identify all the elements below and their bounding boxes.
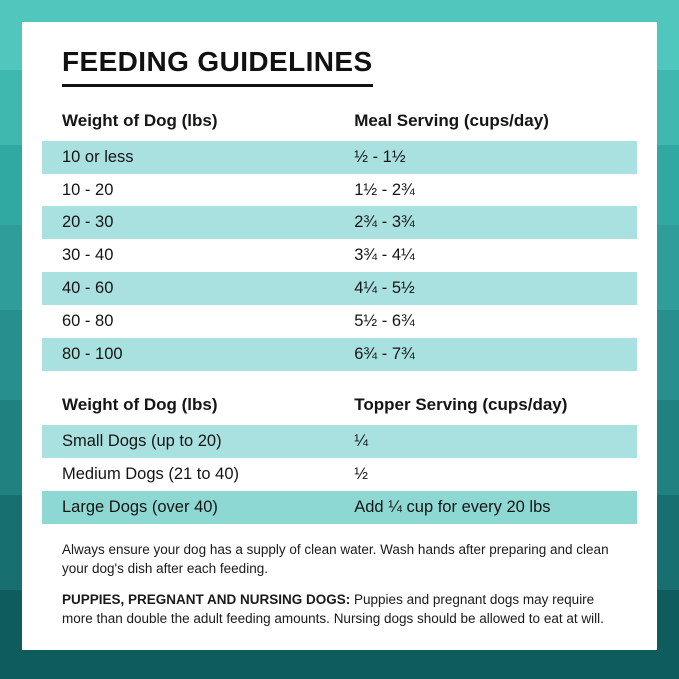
topper-weight-3: Large Dogs (over 40): [62, 497, 218, 516]
puppies-note-text: Puppies and pregnant dogs may require more than double the adult feeding amounts. Nursing dogs should be allowed to eat at will.: [62, 592, 604, 627]
table-header-row: [42, 101, 637, 141]
meal-weight-1: 10 or less: [62, 147, 134, 166]
table-row: [42, 141, 637, 174]
topper-header-serving: Topper Serving (cups/day): [354, 395, 568, 415]
meal-weight-2: 10 - 20: [62, 180, 114, 199]
puppies-note: [62, 590, 617, 628]
meal-serving-7: 6¾ - 7¾: [354, 345, 415, 364]
table-row: [42, 458, 637, 491]
meal-serving-4: 3¾ - 4¼: [354, 246, 415, 265]
table-row: [42, 425, 637, 458]
puppies-note-label: PUPPIES, PREGNANT AND NURSING DOGS:: [62, 592, 351, 608]
meal-serving-6: 5½ - 6¾: [354, 312, 415, 331]
topper-weight-1: Small Dogs (up to 20): [62, 431, 222, 450]
notes-section: [62, 540, 617, 629]
meal-serving-3: 2¾ - 3¾: [354, 213, 415, 232]
meal-weight-7: 80 - 100: [62, 345, 123, 364]
meal-serving-5: 4¼ - 5½: [354, 279, 415, 298]
meal-weight-6: 60 - 80: [62, 312, 114, 331]
meal-header-serving: Meal Serving (cups/day): [354, 111, 549, 130]
meal-weight-5: 40 - 60: [62, 279, 114, 298]
topper-serving-2: ½: [354, 464, 369, 483]
content-card: [22, 22, 657, 650]
table-row: [42, 174, 637, 207]
meal-header-weight: Weight of Dog (lbs): [62, 111, 218, 130]
table-row: [42, 305, 637, 338]
table-row: [42, 206, 637, 239]
table-row: [42, 239, 637, 272]
table-spacer: [42, 371, 637, 385]
meal-weight-3: 20 - 30: [62, 213, 114, 232]
topper-serving-1: ¼: [354, 431, 369, 450]
meal-weight-4: 30 - 40: [62, 246, 114, 265]
table-row: [42, 338, 637, 371]
topper-weight-2: Medium Dogs (21 to 40): [62, 464, 239, 483]
page-title: FEEDING GUIDELINES: [62, 46, 373, 87]
meal-serving-table: [42, 101, 637, 524]
table-header-row: [42, 385, 637, 425]
table-row: [42, 491, 637, 524]
meal-serving-1: ½ - 1½: [354, 147, 406, 166]
table-row: [42, 272, 637, 305]
topper-header-weight: Weight of Dog (lbs): [62, 395, 218, 415]
water-note: Always ensure your dog has a supply of clean water. Wash hands after preparing and clean your dog's dish after each feeding.: [62, 541, 609, 576]
topper-serving-3: Add ¼ cup for every 20 lbs: [354, 497, 551, 516]
meal-serving-2: 1½ - 2¾: [354, 180, 415, 199]
